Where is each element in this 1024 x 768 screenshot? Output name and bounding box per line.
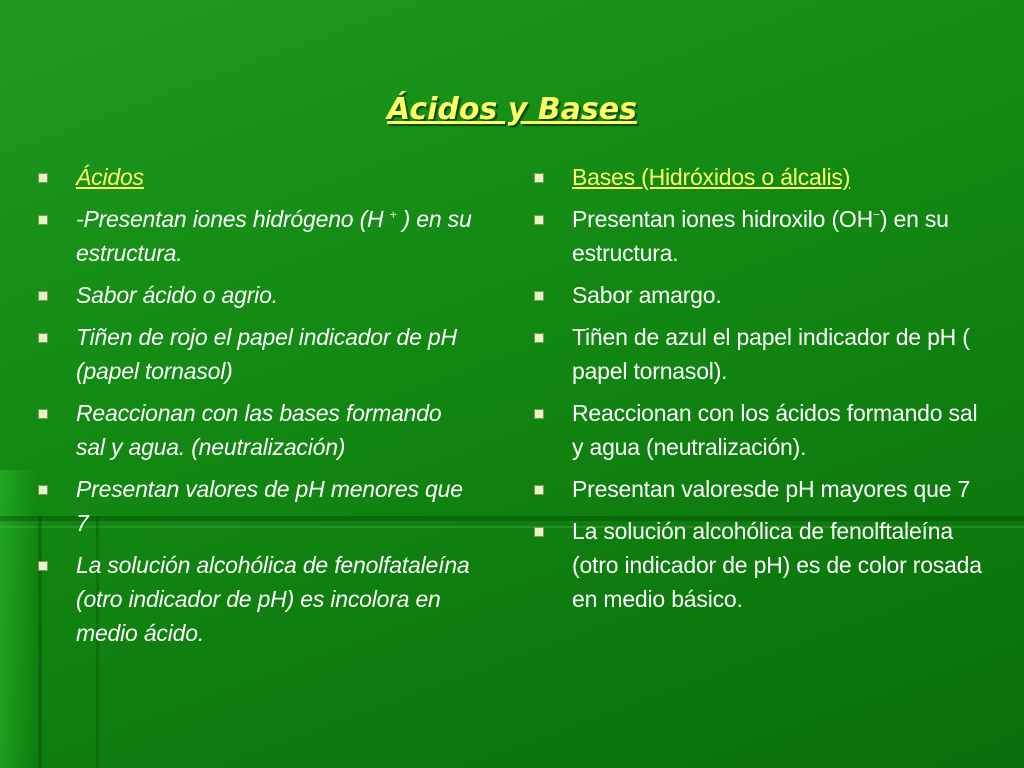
slide-title: Ácidos y Bases: [387, 92, 637, 127]
item-text: Sabor ácido o agrio.: [76, 282, 278, 308]
item-text: La solución alcohólica de fenolftaleína (otro indicador de pH) es de color rosada en medio básico.: [572, 518, 982, 612]
list-item: [532, 472, 982, 506]
item-text: -Presentan iones hidrógeno (H: [76, 206, 390, 232]
square-bullet-icon: [534, 291, 544, 301]
item-text: Sabor amargo.: [572, 282, 722, 308]
item-text: Tiñen de rojo el papel indicador de pH (papel tornasol): [76, 324, 457, 384]
item-superscript: −: [873, 207, 880, 222]
item-text: Presentan valores de pH menores que 7: [76, 476, 463, 536]
square-bullet-icon: [38, 173, 48, 183]
square-bullet-icon: [38, 409, 48, 419]
list-item: [36, 278, 476, 312]
bases-heading-text: Bases (Hidróxidos o álcalis): [572, 164, 851, 190]
acids-list: [36, 160, 476, 650]
item-text: La solución alcohólica de fenolfataleína (otro indicador de pH) es incolora en medio ácido.: [76, 552, 470, 646]
square-bullet-icon: [534, 485, 544, 495]
list-item: [532, 278, 982, 312]
square-bullet-icon: [534, 409, 544, 419]
list-item: [36, 320, 476, 388]
item-text: Reaccionan con los ácidos formando sal y agua (neutralización).: [572, 400, 978, 460]
item-text: Presentan iones hidroxilo (OH: [572, 206, 874, 232]
list-item: [36, 548, 476, 650]
square-bullet-icon: [38, 333, 48, 343]
list-item: [532, 202, 982, 270]
item-text-tail: ) en su estructura.: [572, 206, 949, 266]
list-item: [36, 202, 476, 270]
list-item: [532, 514, 982, 616]
square-bullet-icon: [38, 485, 48, 495]
square-bullet-icon: [38, 215, 48, 225]
list-item: [532, 320, 982, 388]
item-text-tail: ) en su estructura.: [76, 206, 472, 266]
square-bullet-icon: [534, 215, 544, 225]
bases-column: [532, 160, 982, 624]
list-item: [36, 472, 476, 540]
square-bullet-icon: [38, 291, 48, 301]
item-text: Presentan valoresde pH mayores que 7: [572, 476, 971, 502]
bases-list: [532, 160, 982, 616]
item-text: Tiñen de azul el papel indicador de pH ( papel tornasol).: [572, 324, 970, 384]
bases-heading: [532, 160, 982, 194]
square-bullet-icon: [534, 173, 544, 183]
item-superscript: +: [389, 207, 397, 222]
item-text: Reaccionan con las bases formando sal y agua. (neutralización): [76, 400, 442, 460]
decorative-glow: [0, 470, 36, 768]
square-bullet-icon: [38, 561, 48, 571]
list-item: [36, 396, 476, 464]
list-item: [532, 396, 982, 464]
acids-heading-text: Ácidos: [76, 164, 144, 190]
acids-heading: [36, 160, 476, 194]
acids-column: [36, 160, 476, 658]
square-bullet-icon: [534, 527, 544, 537]
square-bullet-icon: [534, 333, 544, 343]
